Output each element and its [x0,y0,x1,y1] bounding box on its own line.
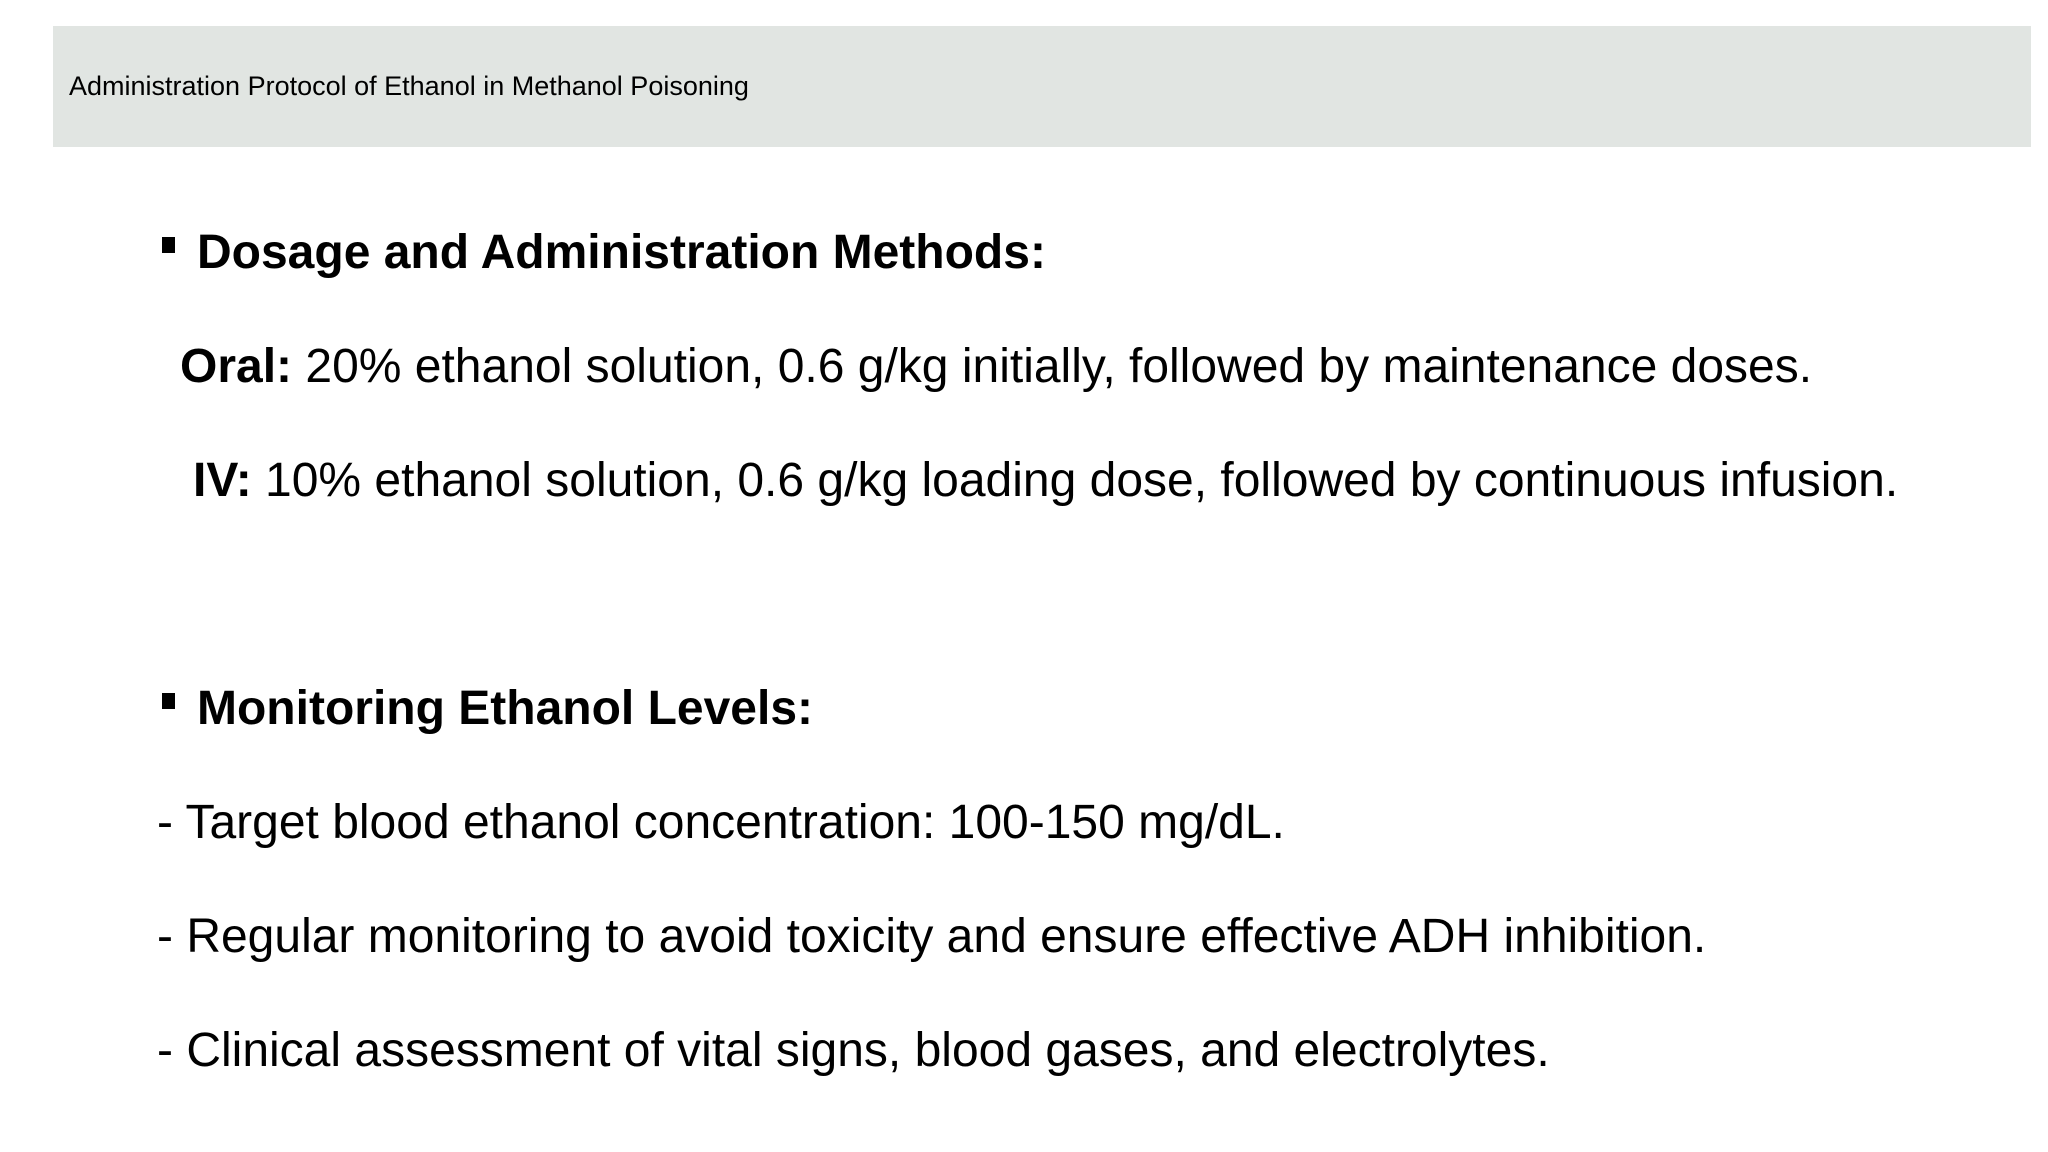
item-label: IV: [193,454,252,507]
item-label: Oral: [180,340,293,393]
list-item-iv [193,453,1898,509]
title-bar [53,26,2031,147]
list-item: - Clinical assessment of vital signs, blood gases, and electrolytes. [157,1024,1550,1077]
item-text: 20% ethanol solution, 0.6 g/kg initially, followed by maintenance doses. [292,340,1813,393]
list-item-oral [180,339,1812,395]
list-item: - Target blood ethanol concentration: 100-150 mg/dL. [157,796,1285,849]
section-heading-dosage: Dosage and Administration Methods: [197,226,1046,279]
section-heading-monitoring: Monitoring Ethanol Levels: [197,682,814,735]
list-item: - Regular monitoring to avoid toxicity and ensure effective ADH inhibition. [157,910,1707,963]
square-bullet-icon [162,693,175,709]
item-text: 10% ethanol solution, 0.6 g/kg loading dose, followed by continuous infusion. [251,454,1899,507]
page-title: Administration Protocol of Ethanol in Methanol Poisoning [69,71,749,101]
square-bullet-icon [162,237,175,253]
